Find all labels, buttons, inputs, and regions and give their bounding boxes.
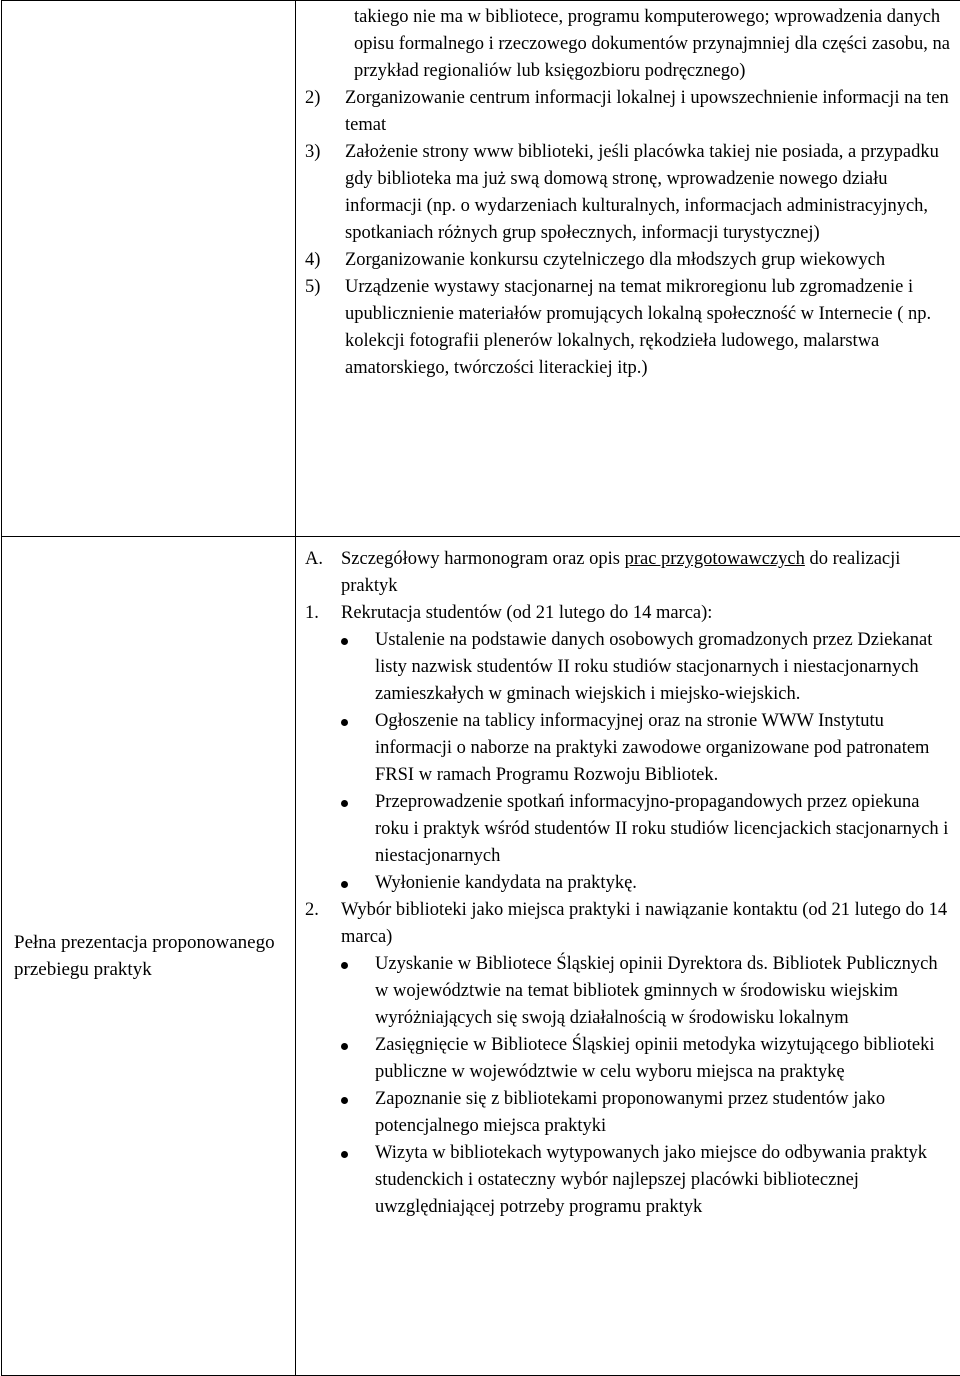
bullet-icon — [341, 1043, 348, 1050]
section1-content — [296, 1, 960, 382]
list-item — [305, 139, 955, 247]
bullet-item — [341, 870, 955, 897]
row-content-cell — [296, 537, 960, 1376]
heading-letter: A. — [305, 546, 341, 600]
bullet-item — [341, 951, 955, 1032]
bullet-item — [341, 708, 955, 789]
bullet-text: Wyłonienie kandydata na praktykę. — [375, 873, 637, 893]
continued-paragraph: takiego nie ma w bibliotece, programu komputerowego; wprowadzenia danych opisu formalnego i rzeczowego dokumentów przynajmniej dla części zasobu, na przykład regionaliów lub księgozbioru podręcznego) — [305, 1, 955, 85]
table-row — [2, 1, 960, 537]
item-text: Urządzenie wystawy stacjonarnej na temat mikroregionu lub zgromadzenie i upublicznienie materiałów promujących lokalną społeczność w Internecie ( np. kolekcji fotografii plenerów lokalnych, rękodzieła ludowego, malarstwa amatorskiego, twórczości literackiej itp.) — [345, 274, 955, 382]
bullet-text: Wizyta w bibliotekach wytypowanych jako miejsce do odbywania praktyk studenckich i ostateczny wybór najlepszej placówki bibliotecznej uwzględniającej potrzeby programu praktyk — [375, 1143, 927, 1217]
row-label: Pełna prezentacja proponowanego przebiegu praktyk — [2, 929, 295, 983]
bullet-text: Zapoznanie się z bibliotekami proponowanymi przez studentów jako potencjalnego miejsca praktyki — [375, 1089, 885, 1136]
bullet-icon — [341, 1151, 348, 1158]
row-content-cell — [296, 1, 960, 537]
list-item — [305, 85, 955, 139]
bullet-text: Zasięgnięcie w Bibliotece Śląskiej opinii metodyka wizytującego biblioteki publiczne w województwie w celu wyboru miejsca na praktykę — [375, 1035, 934, 1082]
bullet-icon — [341, 638, 348, 645]
bullet-item — [341, 1032, 955, 1086]
item-text: Zorganizowanie centrum informacji lokalnej i upowszechnienie informacji na ten temat — [345, 85, 955, 139]
document-table — [1, 0, 960, 1376]
bullet-list — [305, 627, 955, 897]
bullet-item — [341, 627, 955, 708]
step-title-text: Wybór biblioteki jako miejsca praktyki i nawiązanie kontaktu (od 21 lutego do 14 marca) — [341, 897, 955, 951]
bullet-icon — [341, 719, 348, 726]
bullet-icon — [341, 881, 348, 888]
step-title-text: Rekrutacja studentów (od 21 lutego do 14 marca): — [341, 600, 712, 627]
item-number: 2) — [305, 85, 345, 139]
heading-text — [341, 546, 955, 600]
heading-text-underlined: prac przygotowawczych — [625, 549, 805, 569]
table-row — [2, 537, 960, 1376]
step-number: 2. — [305, 897, 341, 951]
item-number: 4) — [305, 247, 345, 274]
bullet-text: Ogłoszenie na tablicy informacyjnej oraz na stronie WWW Instytutu informacji o naborze na praktyki zawodowe organizowane pod patronatem FRSI w ramach Programu Rozwoju Bibliotek. — [375, 711, 929, 785]
bullet-icon — [341, 800, 348, 807]
heading-text-end: do realizacji praktyk — [341, 549, 900, 596]
bullet-list — [305, 951, 955, 1221]
item-number: 5) — [305, 274, 345, 382]
bullet-text: Uzyskanie w Bibliotece Śląskiej opinii Dyrektora ds. Bibliotek Publicznych w województwie na temat bibliotek gminnych w środowisku wiejskim wyróżniających się swoją działalnością w środowisku lokalnym — [375, 954, 938, 1028]
bullet-item — [341, 1140, 955, 1221]
list-item — [305, 274, 955, 382]
bullet-text: Ustalenie na podstawie danych osobowych gromadzonych przez Dziekanat listy nazwisk studentów II roku studiów stacjonarnych i niestacjonarnych zamieszkałych w gminach wiejskich i miejsko-wiejskich. — [375, 630, 932, 704]
bullet-text: Przeprowadzenie spotkań informacyjno-propagandowych przez opiekuna roku i praktyk wśród studentów II roku studiów licencjackich stacjonarnych i niestacjonarnych — [375, 792, 948, 866]
item-text: Założenie strony www biblioteki, jeśli placówka takiej nie posiada, a przypadku gdy biblioteka ma już swą domową stronę, wprowadzenie nowego działu informacji (np. o wydarzeniach kulturalnych, informacjach administracyjnych, spotkaniach różnych grup społecznych, informacji turystycznej) — [345, 139, 955, 247]
bullet-icon — [341, 1097, 348, 1104]
row-label-cell — [2, 537, 296, 1376]
step-number: 1. — [305, 600, 341, 627]
section-heading — [305, 546, 955, 600]
row-label-cell — [2, 1, 296, 537]
heading-text-plain: Szczegółowy harmonogram oraz opis — [341, 549, 625, 569]
bullet-item — [341, 1086, 955, 1140]
bullet-item — [341, 789, 955, 870]
section2-content — [296, 537, 960, 1221]
item-text: Zorganizowanie konkursu czytelniczego dla młodszych grup wiekowych — [345, 247, 885, 274]
list-item — [305, 247, 955, 274]
step-title — [305, 897, 955, 951]
item-number: 3) — [305, 139, 345, 247]
bullet-icon — [341, 962, 348, 969]
step-title — [305, 600, 955, 627]
